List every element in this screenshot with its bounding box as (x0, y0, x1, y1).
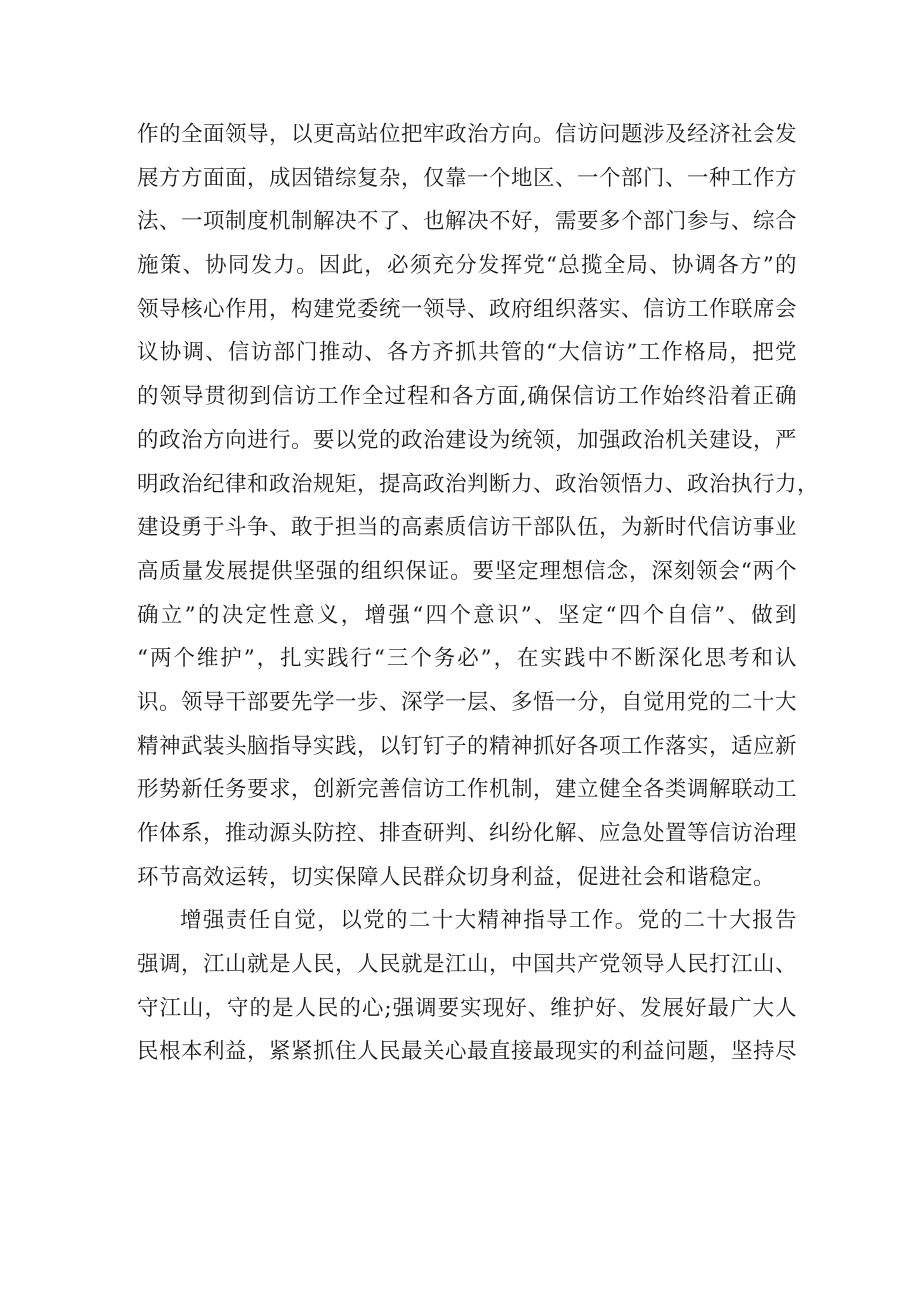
text-line: 作体系，推动源头防控、排查研判、纠纷化解、应急处置等信访治理 (137, 821, 798, 846)
paragraph-2 (137, 899, 797, 1074)
text-line: 建设勇于斗争、敢于担当的高素质信访干部队伍，为新时代信访事业 (137, 515, 798, 541)
text-line: 法、一项制度机制解决不了、也解决不好，需要多个部门参与、综合 (137, 209, 798, 235)
body-text (137, 113, 820, 1074)
text-line: 施策、协同发力。因此，必须充分发挥党“总揽全局、协调各方”的 (137, 253, 797, 279)
text-line: 识。领导干部要先学一步、深学一层、多悟一分，自觉用党的二十大 (137, 689, 798, 715)
text-line: 作的全面领导，以更高站位把牢政治方向。信访问题涉及经济社会发 (137, 122, 798, 147)
text-line: 守江山，守的是人民的心;强调要实现好、维护好、发展好最广大人 (137, 995, 797, 1021)
text-line: 精神武装头脑指导实践，以钉钉子的精神抓好各项工作落实，适应新 (137, 733, 798, 759)
text-line: 展方方面面，成因错综复杂，仅靠一个地区、一个部门、一种工作方 (137, 165, 798, 191)
text-line: “两个维护”，扎实践行“三个务必”，在实践中不断深化思考和认 (137, 646, 797, 672)
text-line: 高质量发展提供坚强的组织保证。要坚定理想信念，深刻领会“两个 (137, 558, 797, 584)
paragraph-1 (137, 113, 820, 899)
text-line: 确立”的决定性意义，增强“四个意识”、坚定“四个自信”、做到 (137, 602, 797, 628)
text-line: 增强责任自觉，以党的二十大精神指导工作。党的二十大报告 (180, 908, 797, 934)
text-line: 强调，江山就是人民，人民就是江山，中国共产党领导人民打江山、 (137, 952, 798, 978)
text-line: 议协调、信访部门推动、各方齐抓共管的“大信访”工作格局，把党 (137, 340, 797, 366)
text-line: 形势新任务要求，创新完善信访工作机制，建立健全各类调解联动工 (137, 777, 798, 803)
text-line: 领导核心作用，构建党委统一领导、政府组织落实、信访工作联席会 (137, 296, 798, 322)
text-line: 环节高效运转，切实保障人民群众切身利益，促进社会和谐稳定。 (137, 864, 776, 890)
text-line: 明政治纪律和政治规矩，提高政治判断力、政治领悟力、政治执行力， (137, 471, 820, 497)
text-line: 的领导贯彻到信访工作全过程和各方面,确保信访工作始终沿着正确 (137, 384, 797, 410)
text-line: 民根本利益，紧紧抓住人民最关心最直接最现实的利益问题，坚持尽 (137, 1039, 798, 1065)
text-line: 的政治方向进行。要以党的政治建设为统领，加强政治机关建设，严 (137, 427, 798, 453)
